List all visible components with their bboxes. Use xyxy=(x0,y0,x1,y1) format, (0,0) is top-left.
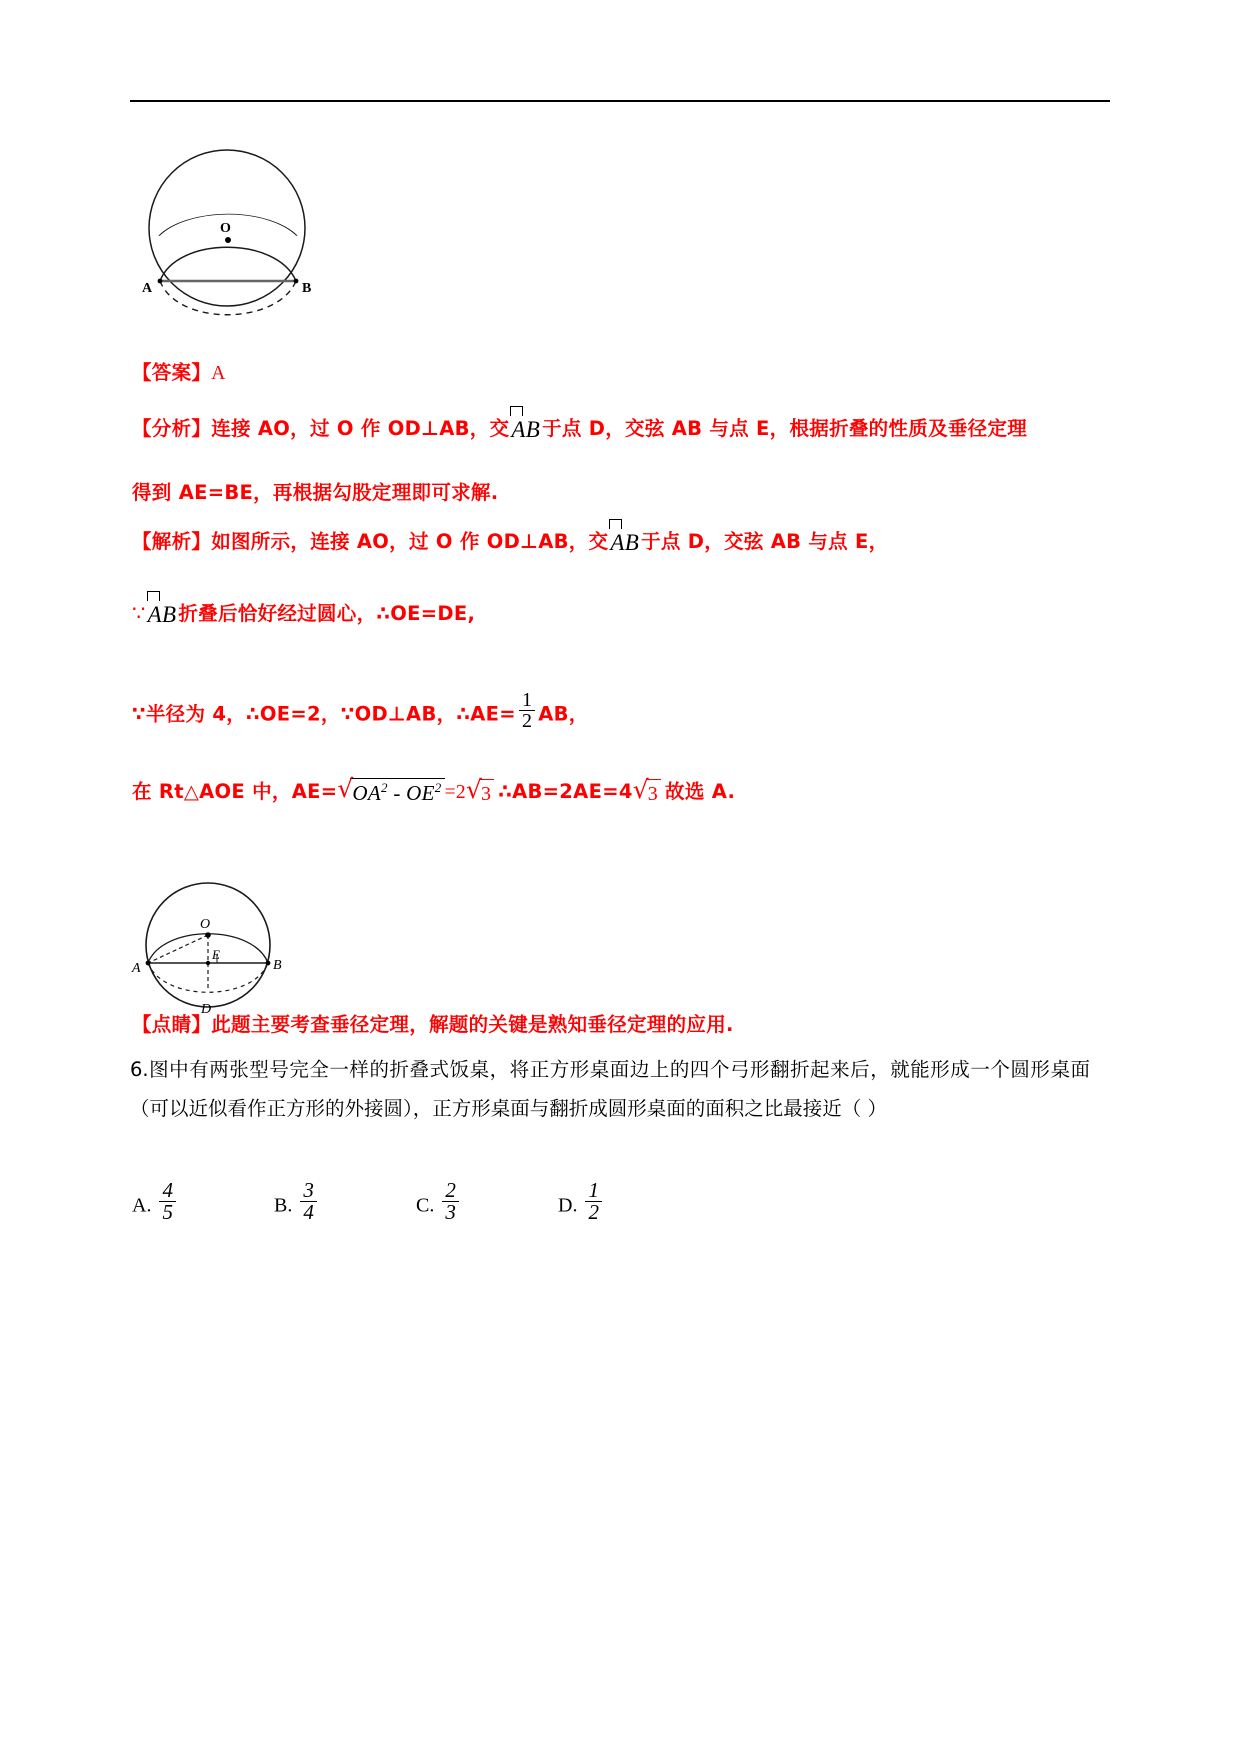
sqrt-three-2: √ 3 xyxy=(633,779,661,807)
question-6-choices xyxy=(132,1180,832,1224)
explanation-line-3 xyxy=(132,690,589,732)
arc-ab-notation-1: AB xyxy=(509,415,542,445)
header-rule xyxy=(130,100,1110,102)
because-symbol-1: ∵ xyxy=(132,601,146,625)
sqrt-three-1: √ 3 xyxy=(466,779,494,807)
analysis-line-1 xyxy=(132,415,1027,445)
explanation-text-f: 在 Rt△AOE 中，AE= xyxy=(132,780,338,803)
question-6-body xyxy=(130,1050,1090,1128)
explanation-text-c: 折叠后恰好经过圆心，∴OE=DE, xyxy=(178,602,476,625)
label-o-2: O xyxy=(200,917,211,932)
choice-d[interactable] xyxy=(558,1180,700,1224)
explanation-text-a: 如图所示，连接 AO，过 O 作 OD⊥AB，交 xyxy=(211,530,609,553)
insight-label: 【点睛】 xyxy=(132,1013,212,1036)
explanation-text-b: 于点 D，交弦 AB 与点 E， xyxy=(641,530,889,553)
explanation-text-h: 故选 A. xyxy=(665,780,736,803)
explanation-label: 【解析】 xyxy=(132,530,212,553)
answer-value: A xyxy=(211,363,226,384)
insight-line xyxy=(132,1012,734,1038)
choice-c-label: C. xyxy=(416,1194,435,1217)
choice-c-fraction: $\frac{2}{3}$ xyxy=(442,1180,459,1224)
label-d: D xyxy=(201,1002,212,1017)
fraction-one-half: $\frac{1}{2}$ xyxy=(519,690,535,732)
explanation-text-g: ∴AB=2AE=4 xyxy=(498,780,633,803)
arc-ab-notation-3: AB xyxy=(146,600,179,630)
equals-two: =2 xyxy=(444,782,466,803)
explanation-text-e: AB， xyxy=(538,702,589,726)
label-b: B xyxy=(302,281,312,296)
explanation-text-d: ∵半径为 4，∴OE=2，∵OD⊥AB，∴AE= xyxy=(132,702,516,726)
sqrt-oa2-minus-oe2: √ $OA^2 - OE^2$ xyxy=(337,778,444,807)
analysis-text-a: 连接 AO，过 O 作 OD⊥AB，交 xyxy=(211,417,510,440)
choice-d-fraction: $\frac{1}{2}$ xyxy=(585,1180,602,1224)
figure-circle-with-perpendicular xyxy=(118,880,333,1015)
insight-text: 此题主要考查垂径定理，解题的关键是熟知垂径定理的应用. xyxy=(211,1013,734,1036)
explanation-line-1 xyxy=(132,528,888,558)
choice-b-fraction: $\frac{3}{4}$ xyxy=(300,1180,317,1224)
analysis-text-b: 于点 D，交弦 AB 与点 E，根据折叠的性质及垂径定理 xyxy=(542,417,1028,440)
answer-line xyxy=(132,360,226,386)
answer-label: 【答案】 xyxy=(132,361,212,384)
analysis-label: 【分析】 xyxy=(132,417,212,440)
arc-ab-notation-2: AB xyxy=(608,528,641,558)
label-e: E xyxy=(212,947,220,962)
choice-a-fraction: $\frac{4}{5}$ xyxy=(159,1180,176,1224)
figure-circle-with-folded-arc xyxy=(132,140,362,330)
explanation-line-2 xyxy=(132,600,475,630)
label-a-2: A xyxy=(132,961,141,976)
question-6-number: 6. xyxy=(130,1058,149,1081)
label-a: A xyxy=(142,281,153,296)
question-6-text: 图中有两张型号完全一样的折叠式饭桌，将正方形桌面边上的四个弓形翻折起来后，就能形成一个圆形桌面（可以近似看作正方形的外接圆），正方形桌面与翻折成圆形桌面的面积之比最接近（ ） xyxy=(130,1058,1090,1120)
explanation-line-4 xyxy=(132,778,735,807)
choice-d-label: D. xyxy=(558,1194,578,1217)
choice-a[interactable] xyxy=(132,1180,274,1224)
choice-a-label: A. xyxy=(132,1194,152,1217)
label-o: O xyxy=(220,221,231,236)
analysis-line-2: 得到 AE=BE，再根据勾股定理即可求解. xyxy=(132,481,499,504)
point-o-dot xyxy=(225,237,231,243)
choice-b[interactable] xyxy=(274,1180,416,1224)
label-b-2: B xyxy=(273,958,282,973)
choice-b-label: B. xyxy=(274,1194,293,1217)
choice-c[interactable] xyxy=(416,1180,558,1224)
